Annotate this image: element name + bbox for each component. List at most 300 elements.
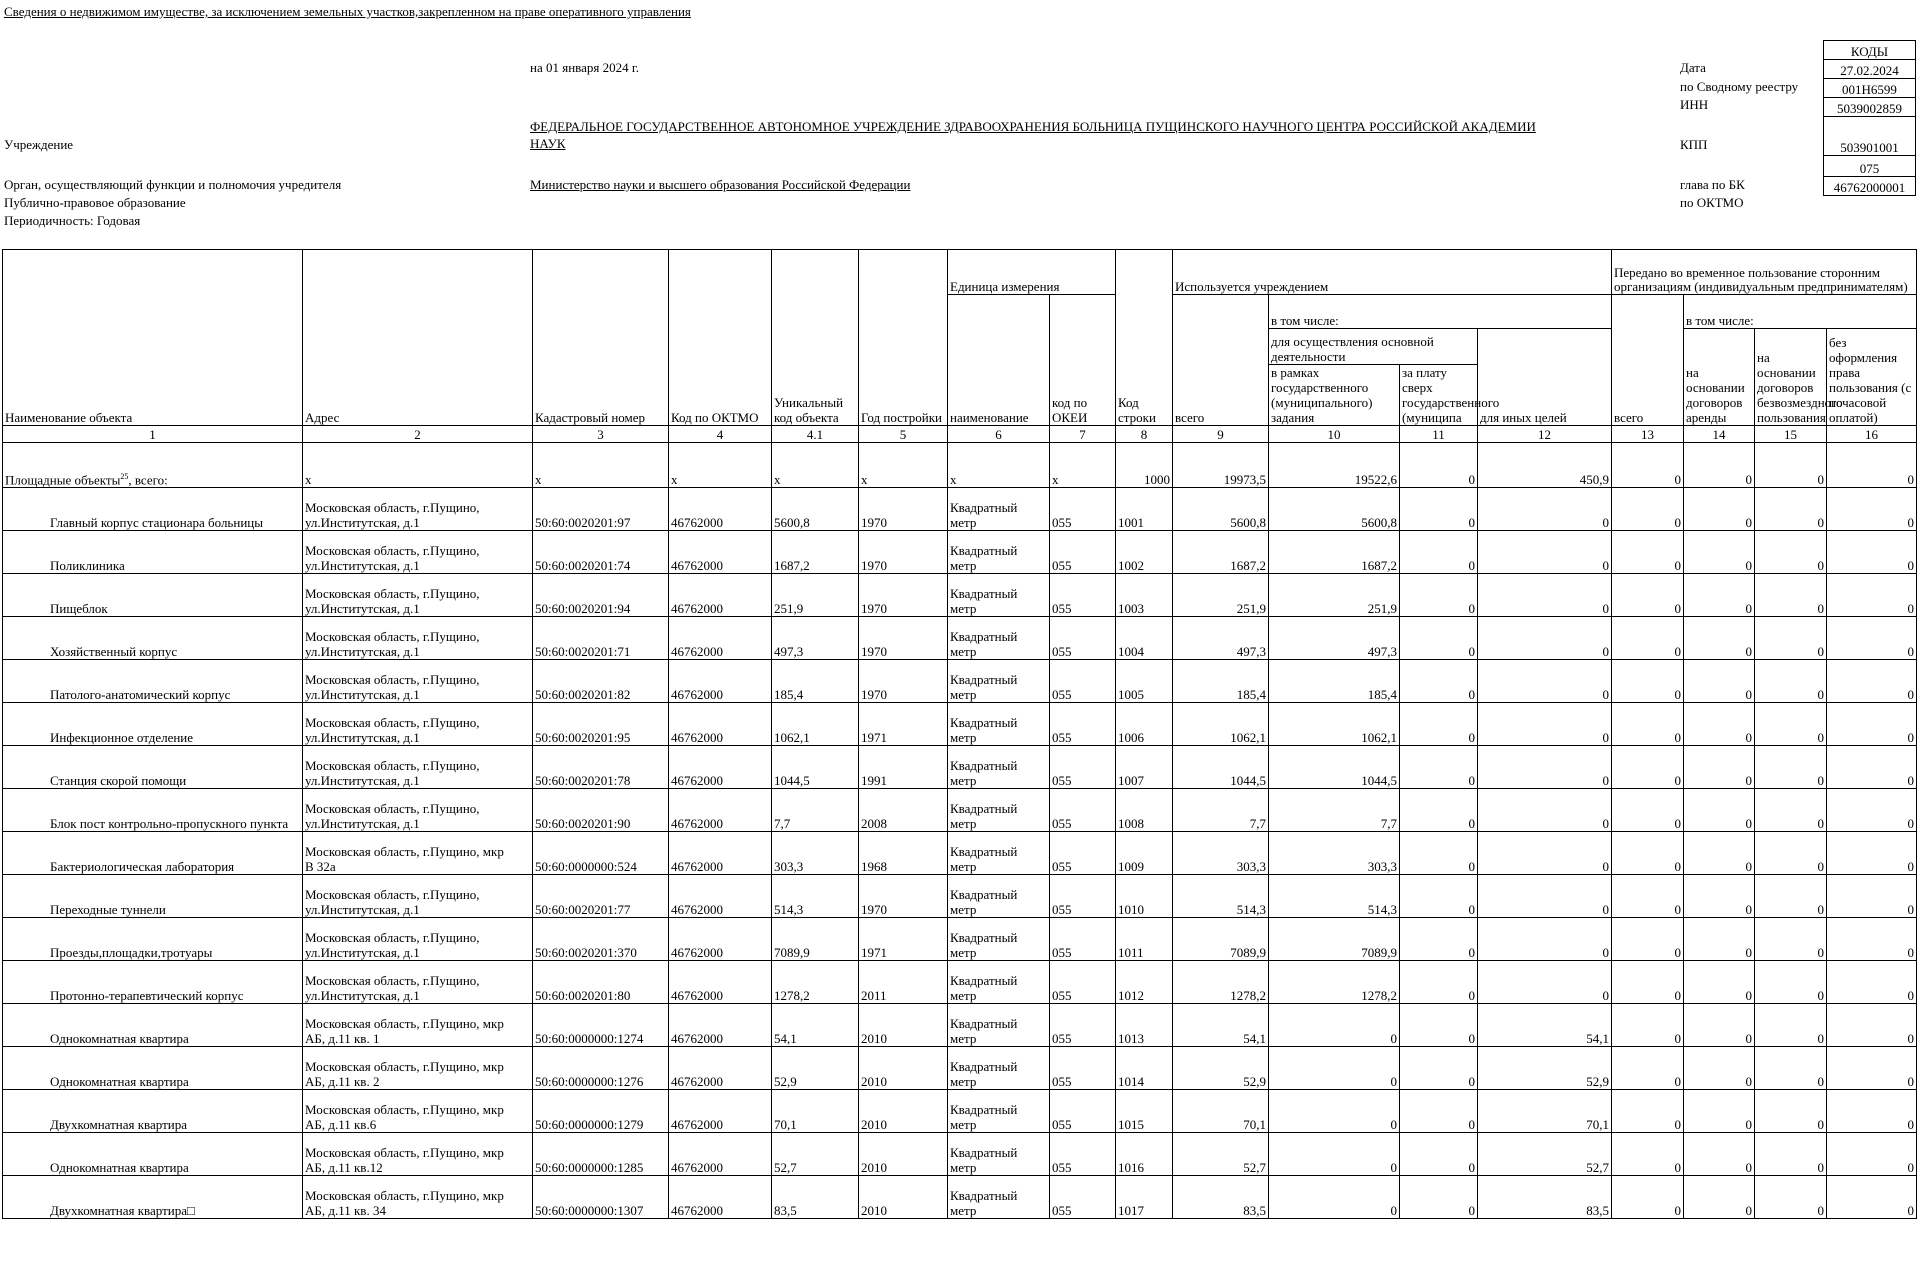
code-label-inn: ИНН <box>1680 97 1709 112</box>
column-number: 12 <box>1478 426 1612 443</box>
column-number: 2 <box>303 426 533 443</box>
unit-name <box>948 1133 1050 1176</box>
header-other-purposes: для иных целей <box>1478 329 1612 426</box>
value-col-9: 303,3 <box>1173 832 1269 875</box>
cadastral-number: 50:60:0020201:74 <box>533 531 669 574</box>
oktmo-code: 46762000 <box>669 1176 772 1219</box>
unit-line: Квадратный <box>950 500 1018 515</box>
column-number: 3 <box>533 426 669 443</box>
line-code: 1005 <box>1116 660 1173 703</box>
unit-line: метр <box>950 902 977 917</box>
value-col-13: 0 <box>1612 488 1684 531</box>
value-col-11: 0 <box>1400 789 1478 832</box>
unique-code: 52,7 <box>772 1133 859 1176</box>
address-line: Московская область, г.Пущино, мкр <box>305 1145 504 1160</box>
oktmo-code: 46762000 <box>669 531 772 574</box>
value-col-10: 514,3 <box>1269 875 1400 918</box>
oktmo-code: 46762000 <box>669 832 772 875</box>
oktmo-code: 46762000 <box>669 1133 772 1176</box>
okei-code: 055 <box>1050 574 1116 617</box>
value-col-13: 0 <box>1612 1047 1684 1090</box>
value-col-16: 0 <box>1827 961 1917 1004</box>
oktmo-code: 46762000 <box>669 875 772 918</box>
value-col-16: 0 <box>1827 746 1917 789</box>
value-col-16: 0 <box>1827 918 1917 961</box>
unique-code: 1687,2 <box>772 531 859 574</box>
build-year: 2011 <box>859 961 948 1004</box>
okei-code: 055 <box>1050 531 1116 574</box>
address-line: ул.Институтская, д.1 <box>305 558 420 573</box>
header-transferred-text: организациям (индивидуальным предпринимателям) <box>1614 279 1908 294</box>
value-col-14: 0 <box>1684 746 1755 789</box>
value-col-11: 0 <box>1400 832 1478 875</box>
build-year: 1971 <box>859 918 948 961</box>
address-line: АБ, д.11 кв. 1 <box>305 1031 380 1046</box>
value-col-10: 7089,9 <box>1269 918 1400 961</box>
address-line: Московская область, г.Пущино, <box>305 930 480 945</box>
table-row <box>3 1090 1917 1133</box>
total-row-v14: 0 <box>1684 443 1755 488</box>
build-year: 2008 <box>859 789 948 832</box>
code-label-registry: по Сводному реестру <box>1680 79 1799 94</box>
code-value-registry: 001Н6599 <box>1824 79 1916 98</box>
object-address <box>303 531 533 574</box>
codes-title: КОДЫ <box>1824 41 1916 60</box>
value-col-10: 251,9 <box>1269 574 1400 617</box>
code-label-budget-chapter: глава по БК <box>1680 177 1745 192</box>
object-name: Главный корпус стационара больницы <box>3 488 303 531</box>
table-row <box>3 574 1917 617</box>
column-number: 9 <box>1173 426 1269 443</box>
unit-line: Квадратный <box>950 543 1018 558</box>
unit-name <box>948 961 1050 1004</box>
build-year: 1970 <box>859 488 948 531</box>
header-transferred-incl: в том числе: <box>1684 295 1917 329</box>
object-name: Инфекционное отделение <box>3 703 303 746</box>
unit-line: метр <box>950 1074 977 1089</box>
code-value-oktmo: 46762000001 <box>1824 177 1916 196</box>
address-line: Московская область, г.Пущино, мкр <box>305 1059 504 1074</box>
table-row <box>3 617 1917 660</box>
column-number: 14 <box>1684 426 1755 443</box>
unit-line: метр <box>950 1203 977 1218</box>
unique-code: 54,1 <box>772 1004 859 1047</box>
line-code: 1016 <box>1116 1133 1173 1176</box>
value-col-10: 185,4 <box>1269 660 1400 703</box>
value-col-9: 251,9 <box>1173 574 1269 617</box>
address-line: ул.Институтская, д.1 <box>305 687 420 702</box>
value-col-15: 0 <box>1755 789 1827 832</box>
address-line: Московская область, г.Пущино, <box>305 715 480 730</box>
unit-line: метр <box>950 644 977 659</box>
value-col-16: 0 <box>1827 703 1917 746</box>
oktmo-code: 46762000 <box>669 789 772 832</box>
code-value-inn: 5039002859 <box>1824 98 1916 117</box>
unit-line: Квадратный <box>950 1016 1018 1031</box>
value-col-9: 1062,1 <box>1173 703 1269 746</box>
line-code: 1002 <box>1116 531 1173 574</box>
total-row-year: x <box>859 443 948 488</box>
header-unique-code: Уникальный код объекта <box>772 250 859 426</box>
value-col-16: 0 <box>1827 574 1917 617</box>
header-line-code: Код строки <box>1116 250 1173 426</box>
cadastral-number: 50:60:0020201:80 <box>533 961 669 1004</box>
value-col-12: 52,9 <box>1478 1047 1612 1090</box>
report-date: на 01 января 2024 г. <box>530 60 639 75</box>
value-col-14: 0 <box>1684 574 1755 617</box>
table-row <box>3 746 1917 789</box>
object-address <box>303 703 533 746</box>
unit-line: Квадратный <box>950 1145 1018 1160</box>
address-line: ул.Институтская, д.1 <box>305 945 420 960</box>
line-code: 1015 <box>1116 1090 1173 1133</box>
value-col-12: 0 <box>1478 488 1612 531</box>
total-row-v15: 0 <box>1755 443 1827 488</box>
unit-name <box>948 918 1050 961</box>
value-col-12: 0 <box>1478 961 1612 1004</box>
line-code: 1011 <box>1116 918 1173 961</box>
total-row-line: 1000 <box>1116 443 1173 488</box>
value-col-12: 0 <box>1478 832 1612 875</box>
unique-code: 1062,1 <box>772 703 859 746</box>
value-col-9: 5600,8 <box>1173 488 1269 531</box>
value-col-11: 0 <box>1400 1004 1478 1047</box>
build-year: 2010 <box>859 1004 948 1047</box>
object-address <box>303 961 533 1004</box>
cadastral-number: 50:60:0000000:1279 <box>533 1090 669 1133</box>
value-col-15: 0 <box>1755 1133 1827 1176</box>
unique-code: 514,3 <box>772 875 859 918</box>
value-col-12: 0 <box>1478 574 1612 617</box>
value-col-15: 0 <box>1755 1176 1827 1219</box>
value-col-14: 0 <box>1684 1176 1755 1219</box>
table-row <box>3 875 1917 918</box>
column-number: 5 <box>859 426 948 443</box>
address-line: Московская область, г.Пущино, мкр <box>305 1016 504 1031</box>
cadastral-number: 50:60:0000000:1285 <box>533 1133 669 1176</box>
value-col-13: 0 <box>1612 918 1684 961</box>
column-number: 16 <box>1827 426 1917 443</box>
object-name: Патолого-анатомический корпус <box>3 660 303 703</box>
cadastral-number: 50:60:0020201:82 <box>533 660 669 703</box>
header-free-use: на основании договоров безвозмездного пользования <box>1755 329 1827 426</box>
unit-line: метр <box>950 601 977 616</box>
cadastral-number: 50:60:0020201:78 <box>533 746 669 789</box>
periodicity: Периодичность: Годовая <box>4 213 141 228</box>
value-col-14: 0 <box>1684 488 1755 531</box>
value-col-10: 1687,2 <box>1269 531 1400 574</box>
column-number: 15 <box>1755 426 1827 443</box>
table-row <box>3 961 1917 1004</box>
unique-code: 7,7 <box>772 789 859 832</box>
unit-line: метр <box>950 1117 977 1132</box>
code-label-oktmo: по ОКТМО <box>1680 195 1744 210</box>
column-number: 11 <box>1400 426 1478 443</box>
unique-code: 303,3 <box>772 832 859 875</box>
unique-code: 497,3 <box>772 617 859 660</box>
value-col-10: 0 <box>1269 1133 1400 1176</box>
value-col-14: 0 <box>1684 703 1755 746</box>
table-row <box>3 703 1917 746</box>
address-line: ул.Институтская, д.1 <box>305 902 420 917</box>
table-row <box>3 918 1917 961</box>
property-table <box>2 249 1917 1219</box>
value-col-11: 0 <box>1400 746 1478 789</box>
build-year: 1991 <box>859 746 948 789</box>
line-code: 1007 <box>1116 746 1173 789</box>
address-line: ул.Институтская, д.1 <box>305 644 420 659</box>
header-unit-name: наименование <box>948 295 1050 426</box>
cadastral-number: 50:60:0020201:370 <box>533 918 669 961</box>
address-line: ул.Институтская, д.1 <box>305 816 420 831</box>
line-code: 1006 <box>1116 703 1173 746</box>
value-col-11: 0 <box>1400 703 1478 746</box>
header-no-rights: без оформления права пользования (с почасовой оплатой) <box>1827 329 1917 426</box>
line-code: 1014 <box>1116 1047 1173 1090</box>
value-col-9: 185,4 <box>1173 660 1269 703</box>
object-address <box>303 1176 533 1219</box>
address-line: Московская область, г.Пущино, <box>305 543 480 558</box>
value-col-13: 0 <box>1612 1090 1684 1133</box>
cadastral-number: 50:60:0000000:1307 <box>533 1176 669 1219</box>
okei-code: 055 <box>1050 1090 1116 1133</box>
address-line: Московская область, г.Пущино, <box>305 500 480 515</box>
header-paid: за плату сверх государственного (муниципа <box>1400 365 1478 426</box>
okei-code: 055 <box>1050 1133 1116 1176</box>
line-code: 1013 <box>1116 1004 1173 1047</box>
object-address <box>303 1004 533 1047</box>
value-col-14: 0 <box>1684 1047 1755 1090</box>
value-col-14: 0 <box>1684 789 1755 832</box>
oktmo-code: 46762000 <box>669 660 772 703</box>
value-col-12: 0 <box>1478 703 1612 746</box>
value-col-9: 1278,2 <box>1173 961 1269 1004</box>
build-year: 1968 <box>859 832 948 875</box>
total-row-unique: x <box>772 443 859 488</box>
cadastral-number: 50:60:0020201:77 <box>533 875 669 918</box>
unit-line: метр <box>950 558 977 573</box>
value-col-12: 52,7 <box>1478 1133 1612 1176</box>
value-col-11: 0 <box>1400 1047 1478 1090</box>
column-number: 7 <box>1050 426 1116 443</box>
unit-name <box>948 1047 1050 1090</box>
value-col-14: 0 <box>1684 918 1755 961</box>
value-col-9: 7,7 <box>1173 789 1269 832</box>
address-line: Московская область, г.Пущино, <box>305 973 480 988</box>
header-address: Адрес <box>303 250 533 426</box>
value-col-15: 0 <box>1755 918 1827 961</box>
founder-label: Орган, осуществляющий функции и полномочия учредителя <box>4 177 342 192</box>
oktmo-code: 46762000 <box>669 617 772 660</box>
unique-code: 83,5 <box>772 1176 859 1219</box>
table-row <box>3 1047 1917 1090</box>
address-line: АБ, д.11 кв.12 <box>305 1160 383 1175</box>
value-col-15: 0 <box>1755 961 1827 1004</box>
value-col-12: 0 <box>1478 660 1612 703</box>
value-col-9: 54,1 <box>1173 1004 1269 1047</box>
value-col-10: 497,3 <box>1269 617 1400 660</box>
institution-label: Учреждение <box>4 137 74 152</box>
value-col-11: 0 <box>1400 961 1478 1004</box>
object-name: Однокомнатная квартира <box>3 1004 303 1047</box>
unique-code: 5600,8 <box>772 488 859 531</box>
value-col-15: 0 <box>1755 703 1827 746</box>
value-col-15: 0 <box>1755 488 1827 531</box>
oktmo-code: 46762000 <box>669 918 772 961</box>
okei-code: 055 <box>1050 1004 1116 1047</box>
build-year: 2010 <box>859 1090 948 1133</box>
value-col-15: 0 <box>1755 875 1827 918</box>
unit-line: метр <box>950 515 977 530</box>
okei-code: 055 <box>1050 703 1116 746</box>
value-col-16: 0 <box>1827 1176 1917 1219</box>
address-line: ул.Институтская, д.1 <box>305 730 420 745</box>
value-col-12: 0 <box>1478 531 1612 574</box>
unit-name <box>948 488 1050 531</box>
value-col-13: 0 <box>1612 531 1684 574</box>
header-okei: код по ОКЕИ <box>1050 295 1116 426</box>
value-col-16: 0 <box>1827 1047 1917 1090</box>
cadastral-number: 50:60:0020201:94 <box>533 574 669 617</box>
total-row-v12: 450,9 <box>1478 443 1612 488</box>
public-entity-label: Публично-правовое образование <box>4 195 186 210</box>
object-address <box>303 1133 533 1176</box>
object-address <box>303 574 533 617</box>
value-col-9: 497,3 <box>1173 617 1269 660</box>
unit-line: Квадратный <box>950 1102 1018 1117</box>
value-col-16: 0 <box>1827 832 1917 875</box>
oktmo-code: 46762000 <box>669 1090 772 1133</box>
column-number: 6 <box>948 426 1050 443</box>
value-col-10: 303,3 <box>1269 832 1400 875</box>
value-col-13: 0 <box>1612 789 1684 832</box>
value-col-15: 0 <box>1755 660 1827 703</box>
object-name: Блок пост контрольно-пропускного пункта <box>3 789 303 832</box>
unique-code: 7089,9 <box>772 918 859 961</box>
header-used-group: Используется учреждением <box>1173 250 1612 295</box>
value-col-13: 0 <box>1612 832 1684 875</box>
value-col-13: 0 <box>1612 1133 1684 1176</box>
header-transferred-total: всего <box>1612 295 1684 426</box>
value-col-14: 0 <box>1684 531 1755 574</box>
unit-line: Квадратный <box>950 973 1018 988</box>
address-line: Московская область, г.Пущино, <box>305 758 480 773</box>
code-value-budget-chapter: 075 <box>1824 156 1916 177</box>
value-col-16: 0 <box>1827 789 1917 832</box>
unit-line: Квадратный <box>950 1059 1018 1074</box>
oktmo-code: 46762000 <box>669 488 772 531</box>
address-line: АБ, д.11 кв.6 <box>305 1117 377 1132</box>
value-col-11: 0 <box>1400 918 1478 961</box>
value-col-15: 0 <box>1755 574 1827 617</box>
value-col-9: 1044,5 <box>1173 746 1269 789</box>
address-line: ул.Институтская, д.1 <box>305 601 420 616</box>
unit-line: Квадратный <box>950 715 1018 730</box>
oktmo-code: 46762000 <box>669 574 772 617</box>
value-col-10: 0 <box>1269 1090 1400 1133</box>
value-col-11: 0 <box>1400 660 1478 703</box>
column-number: 1 <box>3 426 303 443</box>
unit-name <box>948 875 1050 918</box>
unique-code: 1278,2 <box>772 961 859 1004</box>
document-title: Сведения о недвижимом имуществе, за исключением земельных участков,закрепленном на праве оперативного управления <box>4 4 691 19</box>
value-col-11: 0 <box>1400 531 1478 574</box>
value-col-9: 52,7 <box>1173 1133 1269 1176</box>
address-line: АБ, д.11 кв. 34 <box>305 1203 386 1218</box>
code-value-date: 27.02.2024 <box>1824 60 1916 79</box>
value-col-13: 0 <box>1612 617 1684 660</box>
object-address <box>303 1090 533 1133</box>
value-col-16: 0 <box>1827 1004 1917 1047</box>
unit-name <box>948 1090 1050 1133</box>
value-col-13: 0 <box>1612 574 1684 617</box>
line-code: 1010 <box>1116 875 1173 918</box>
table-row <box>3 1133 1917 1176</box>
value-col-12: 0 <box>1478 746 1612 789</box>
unique-code: 70,1 <box>772 1090 859 1133</box>
value-col-9: 83,5 <box>1173 1176 1269 1219</box>
header-transferred-group <box>1612 250 1917 295</box>
value-col-10: 0 <box>1269 1047 1400 1090</box>
value-col-12: 70,1 <box>1478 1090 1612 1133</box>
column-number: 13 <box>1612 426 1684 443</box>
unit-name <box>948 660 1050 703</box>
address-line: Московская область, г.Пущино, мкр <box>305 1188 504 1203</box>
object-name: Поликлиника <box>3 531 303 574</box>
address-line: Московская область, г.Пущино, <box>305 586 480 601</box>
unique-code: 52,9 <box>772 1047 859 1090</box>
line-code: 1001 <box>1116 488 1173 531</box>
header-unit-group: Единица измерения <box>948 250 1116 295</box>
table-row <box>3 660 1917 703</box>
unit-line: метр <box>950 988 977 1003</box>
value-col-10: 1278,2 <box>1269 961 1400 1004</box>
unit-line: метр <box>950 859 977 874</box>
value-col-15: 0 <box>1755 1090 1827 1133</box>
object-name: Бактериологическая лаборатория <box>3 832 303 875</box>
code-label-date: Дата <box>1680 60 1706 75</box>
address-line: Московская область, г.Пущино, <box>305 672 480 687</box>
object-name: Протонно-терапевтический корпус <box>3 961 303 1004</box>
value-col-12: 0 <box>1478 617 1612 660</box>
build-year: 1970 <box>859 574 948 617</box>
total-row-v11: 0 <box>1400 443 1478 488</box>
table-row <box>3 832 1917 875</box>
code-value-kpp: 503901001 <box>1824 117 1916 156</box>
object-address <box>303 1047 533 1090</box>
build-year: 1970 <box>859 531 948 574</box>
object-name: Двухкомнатная квартира□ <box>3 1176 303 1219</box>
okei-code: 055 <box>1050 875 1116 918</box>
unit-line: метр <box>950 1160 977 1175</box>
value-col-13: 0 <box>1612 961 1684 1004</box>
value-col-13: 0 <box>1612 703 1684 746</box>
header-main-activity: для осуществления основной деятельности <box>1269 329 1478 365</box>
build-year: 2010 <box>859 1133 948 1176</box>
object-name: Двухкомнатная квартира <box>3 1090 303 1133</box>
header-name: Наименование объекта <box>3 250 303 426</box>
okei-code: 055 <box>1050 789 1116 832</box>
okei-code: 055 <box>1050 660 1116 703</box>
value-col-16: 0 <box>1827 875 1917 918</box>
value-col-11: 0 <box>1400 875 1478 918</box>
total-row-v10: 19522,6 <box>1269 443 1400 488</box>
unique-code: 185,4 <box>772 660 859 703</box>
header-lease: на основании договоров аренды <box>1684 329 1755 426</box>
total-row <box>3 443 1917 488</box>
header-transferred-cut: Передано во временное пользование сторонним <box>1614 265 1880 280</box>
value-col-14: 0 <box>1684 1004 1755 1047</box>
